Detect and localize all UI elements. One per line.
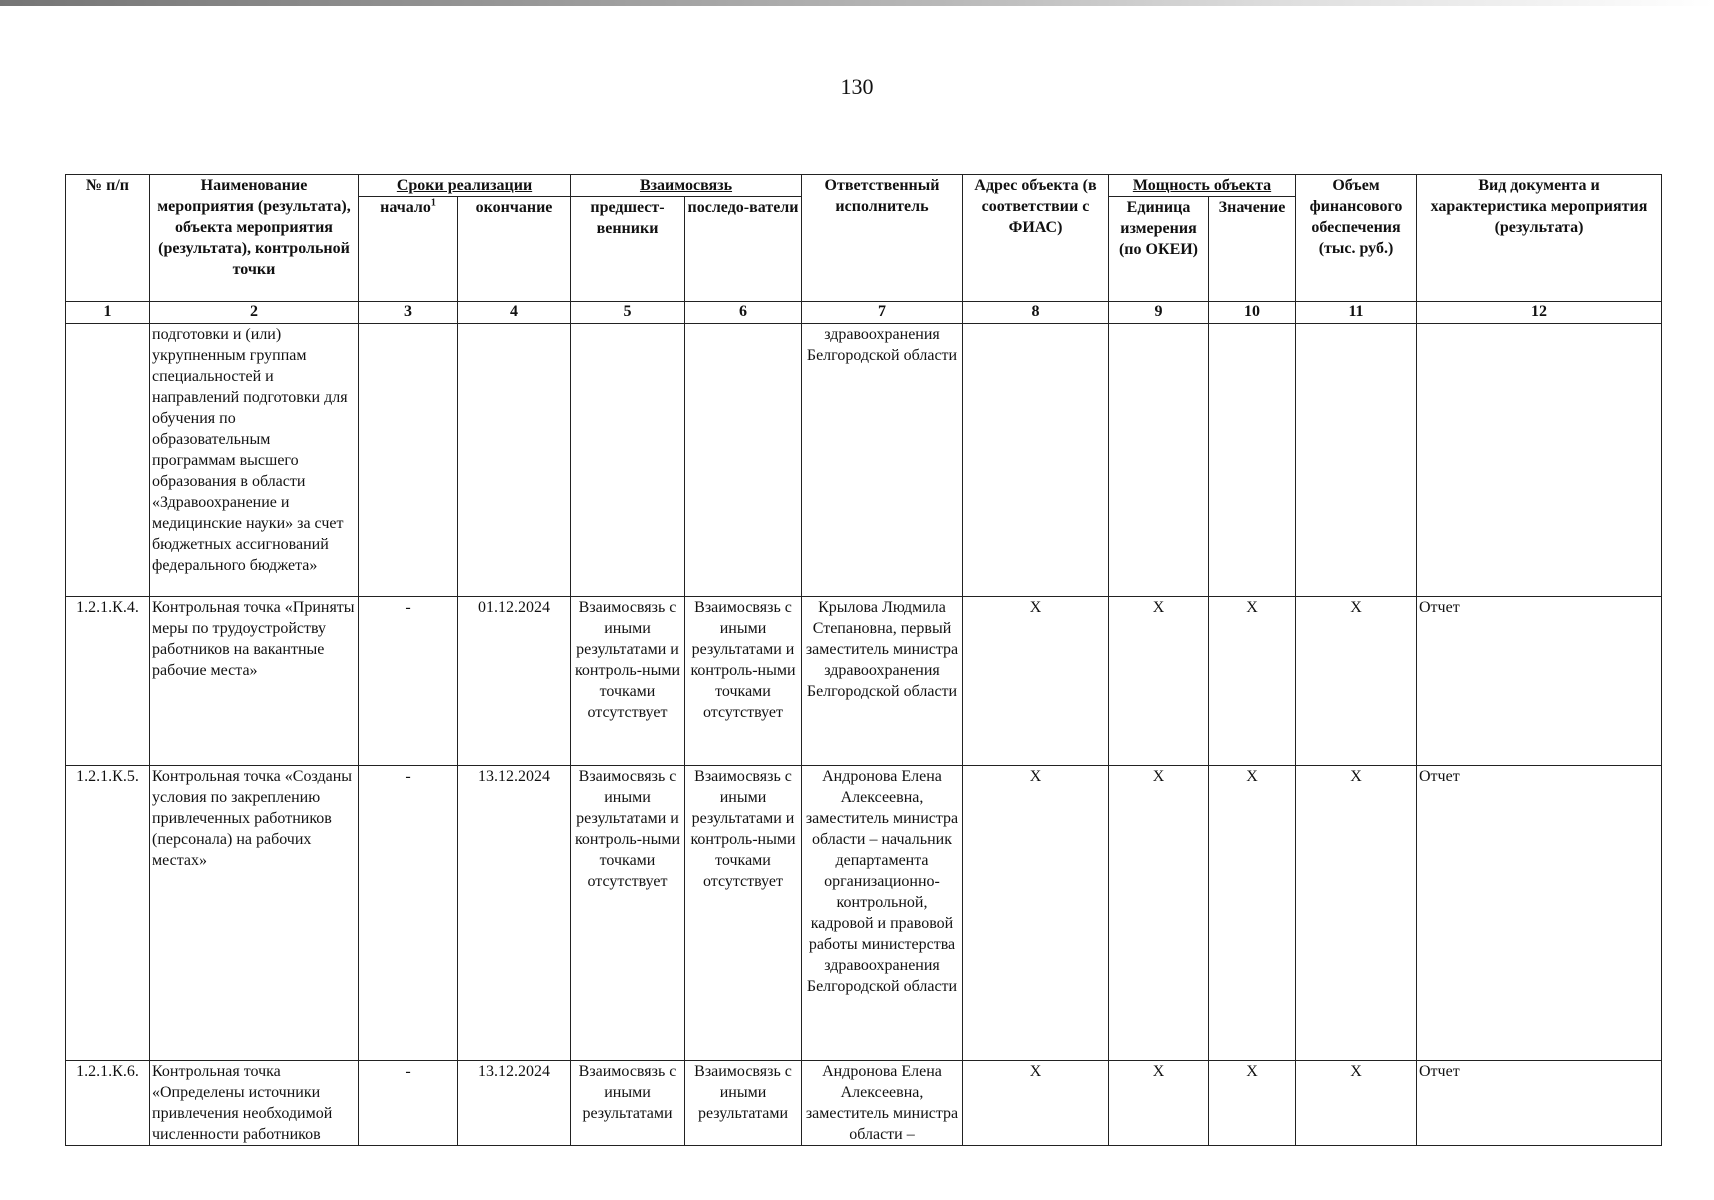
cell-address: Х	[963, 1061, 1109, 1146]
column-number: 5	[571, 302, 685, 324]
cell-address	[963, 324, 1109, 597]
header-address: Адрес объекта (в соответствии с ФИАС)	[963, 175, 1109, 302]
cell-num: 1.2.1.К.6.	[66, 1061, 150, 1146]
cell-num	[66, 324, 150, 597]
header-num: № п/п	[66, 175, 150, 302]
cell-end: 13.12.2024	[458, 1061, 571, 1146]
cell-doc: Отчет	[1417, 766, 1662, 1061]
cell-responsible: Андронова Елена Алексеевна, заместитель министра области – начальник департамента организационно-контрольной, кадровой и правовой работы министерства здравоохранения Белгородской области	[802, 766, 963, 1061]
cell-funding: Х	[1296, 1061, 1417, 1146]
cell-value	[1209, 324, 1296, 597]
header-doc-type: Вид документа и характеристика мероприятия (результата)	[1417, 175, 1662, 302]
cell-address: Х	[963, 597, 1109, 766]
cell-address: Х	[963, 766, 1109, 1061]
cell-num: 1.2.1.К.4.	[66, 597, 150, 766]
cell-start: -	[359, 1061, 458, 1146]
cell-successors: Взаимосвязь с иными результатами	[685, 1061, 802, 1146]
cell-start: -	[359, 597, 458, 766]
column-number: 11	[1296, 302, 1417, 324]
cell-funding: Х	[1296, 597, 1417, 766]
scan-edge	[0, 0, 1714, 6]
column-number: 9	[1109, 302, 1209, 324]
table-body	[66, 324, 1662, 1146]
cell-unit: Х	[1109, 1061, 1209, 1146]
column-number: 12	[1417, 302, 1662, 324]
cell-responsible: здравоохранения Белгородской области	[802, 324, 963, 597]
cell-unit: Х	[1109, 766, 1209, 1061]
cell-funding: Х	[1296, 766, 1417, 1061]
column-number: 4	[458, 302, 571, 324]
header-value: Значение	[1209, 197, 1296, 302]
column-number: 6	[685, 302, 802, 324]
cell-responsible: Андронова Елена Алексеевна, заместитель министра области –	[802, 1061, 963, 1146]
cell-unit	[1109, 324, 1209, 597]
table-row	[66, 597, 1662, 766]
column-number: 10	[1209, 302, 1296, 324]
header-responsible: Ответственный исполнитель	[802, 175, 963, 302]
cell-name: подготовки и (или) укрупненным группам специальностей и направлений подготовки для обучения по образовательным программам высшего образования в области «Здравоохранение и медицинские науки» за счет бюджетных ассигнований федерального бюджета»	[150, 324, 359, 597]
cell-responsible: Крылова Людмила Степановна, первый заместитель министра здравоохранения Белгородской области	[802, 597, 963, 766]
header-start: начало$^1$	[359, 197, 458, 302]
cell-start: -	[359, 766, 458, 1061]
cell-successors: Взаимосвязь с иными результатами и контроль-ными точками отсутствует	[685, 766, 802, 1061]
header-end: окончание	[458, 197, 571, 302]
cell-value: Х	[1209, 597, 1296, 766]
page-number: 130	[840, 74, 874, 99]
cell-name: Контрольная точка «Приняты меры по трудоустройству работников на вакантные рабочие места»	[150, 597, 359, 766]
cell-value: Х	[1209, 1061, 1296, 1146]
cell-predecessors	[571, 324, 685, 597]
column-number: 8	[963, 302, 1109, 324]
cell-successors: Взаимосвязь с иными результатами и контроль-ными точками отсутствует	[685, 597, 802, 766]
header-name: Наименование мероприятия (результата), объекта мероприятия (результата), контрольной точки	[150, 175, 359, 302]
cell-end	[458, 324, 571, 597]
cell-value: Х	[1209, 766, 1296, 1061]
plan-table	[65, 174, 1662, 1146]
cell-predecessors: Взаимосвязь с иными результатами и контроль-ными точками отсутствует	[571, 597, 685, 766]
cell-successors	[685, 324, 802, 597]
table-header	[66, 175, 1662, 324]
table-row	[66, 766, 1662, 1061]
header-unit: Единица измерения (по ОКЕИ)	[1109, 197, 1209, 302]
cell-start	[359, 324, 458, 597]
header-funding: Объем финансового обеспечения (тыс. руб.)	[1296, 175, 1417, 302]
cell-funding	[1296, 324, 1417, 597]
table-row	[66, 324, 1662, 597]
column-number: 2	[150, 302, 359, 324]
cell-predecessors: Взаимосвязь с иными результатами	[571, 1061, 685, 1146]
header-predecessors: предшест-венники	[571, 197, 685, 302]
column-numbers-row	[66, 302, 1662, 324]
cell-predecessors: Взаимосвязь с иными результатами и контроль-ными точками отсутствует	[571, 766, 685, 1061]
column-number: 7	[802, 302, 963, 324]
footnote-mark: 1	[430, 197, 436, 209]
header-capacity: Мощность объекта	[1109, 175, 1296, 197]
cell-unit: Х	[1109, 597, 1209, 766]
header-link: Взаимосвязь	[571, 175, 802, 197]
column-number: 1	[66, 302, 150, 324]
cell-end: 13.12.2024	[458, 766, 571, 1061]
cell-doc: Отчет	[1417, 1061, 1662, 1146]
cell-num: 1.2.1.К.5.	[66, 766, 150, 1061]
column-number: 3	[359, 302, 458, 324]
cell-name: Контрольная точка «Определены источники привлечения необходимой численности работников	[150, 1061, 359, 1146]
cell-end: 01.12.2024	[458, 597, 571, 766]
header-successors: последо-ватели	[685, 197, 802, 302]
header-terms: Сроки реализации	[359, 175, 571, 197]
cell-name: Контрольная точка «Созданы условия по закреплению привлеченных работников (персонала) на рабочих местах»	[150, 766, 359, 1061]
cell-doc	[1417, 324, 1662, 597]
cell-doc: Отчет	[1417, 597, 1662, 766]
table-row	[66, 1061, 1662, 1146]
